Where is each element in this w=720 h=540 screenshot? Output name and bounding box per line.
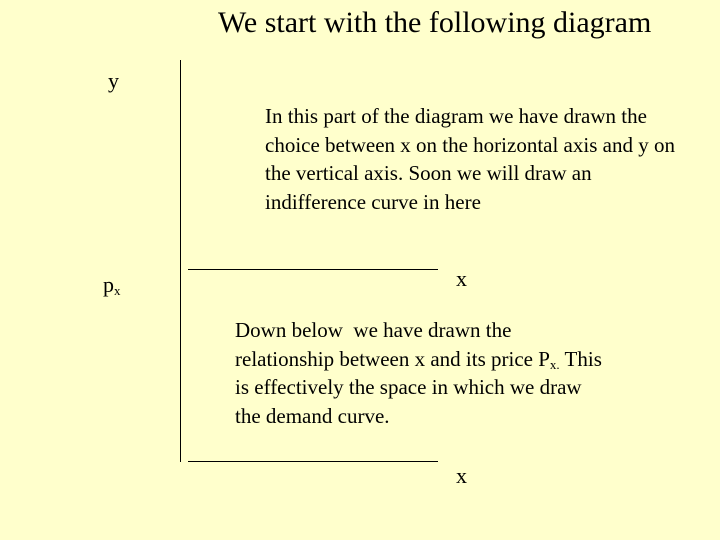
line2-text: relationship between x and its price P: [235, 346, 550, 371]
line2-subscript: x.: [549, 356, 560, 372]
bottom-x-axis-line: [188, 461, 438, 462]
bottom-x-axis-label: x: [456, 463, 467, 488]
price-symbol: p: [103, 272, 114, 297]
line2-text-end: This: [559, 346, 602, 371]
top-y-axis-label: y: [108, 68, 119, 93]
top-x-axis-label: x: [456, 266, 467, 291]
top-x-axis-line: [188, 269, 438, 270]
vertical-axis-line: [180, 60, 181, 462]
bottom-description-line-4: the demand curve.: [235, 403, 390, 428]
bottom-description-line-3: is effectively the space in which we draw: [235, 375, 582, 399]
bottom-description-line-1: Down below we have drawn the: [235, 318, 512, 342]
slide-title: We start with the following diagram: [218, 6, 652, 39]
top-panel-description: In this part of the diagram we have drawn the choice between x on the horizontal axis and y on the vertical axis. Soon we will draw an indifference curve in here: [265, 104, 675, 214]
bottom-y-axis-label: [103, 272, 121, 298]
bottom-description-line-2: [235, 345, 695, 374]
price-subscript: x: [114, 283, 121, 298]
bottom-panel-description: [235, 316, 695, 430]
